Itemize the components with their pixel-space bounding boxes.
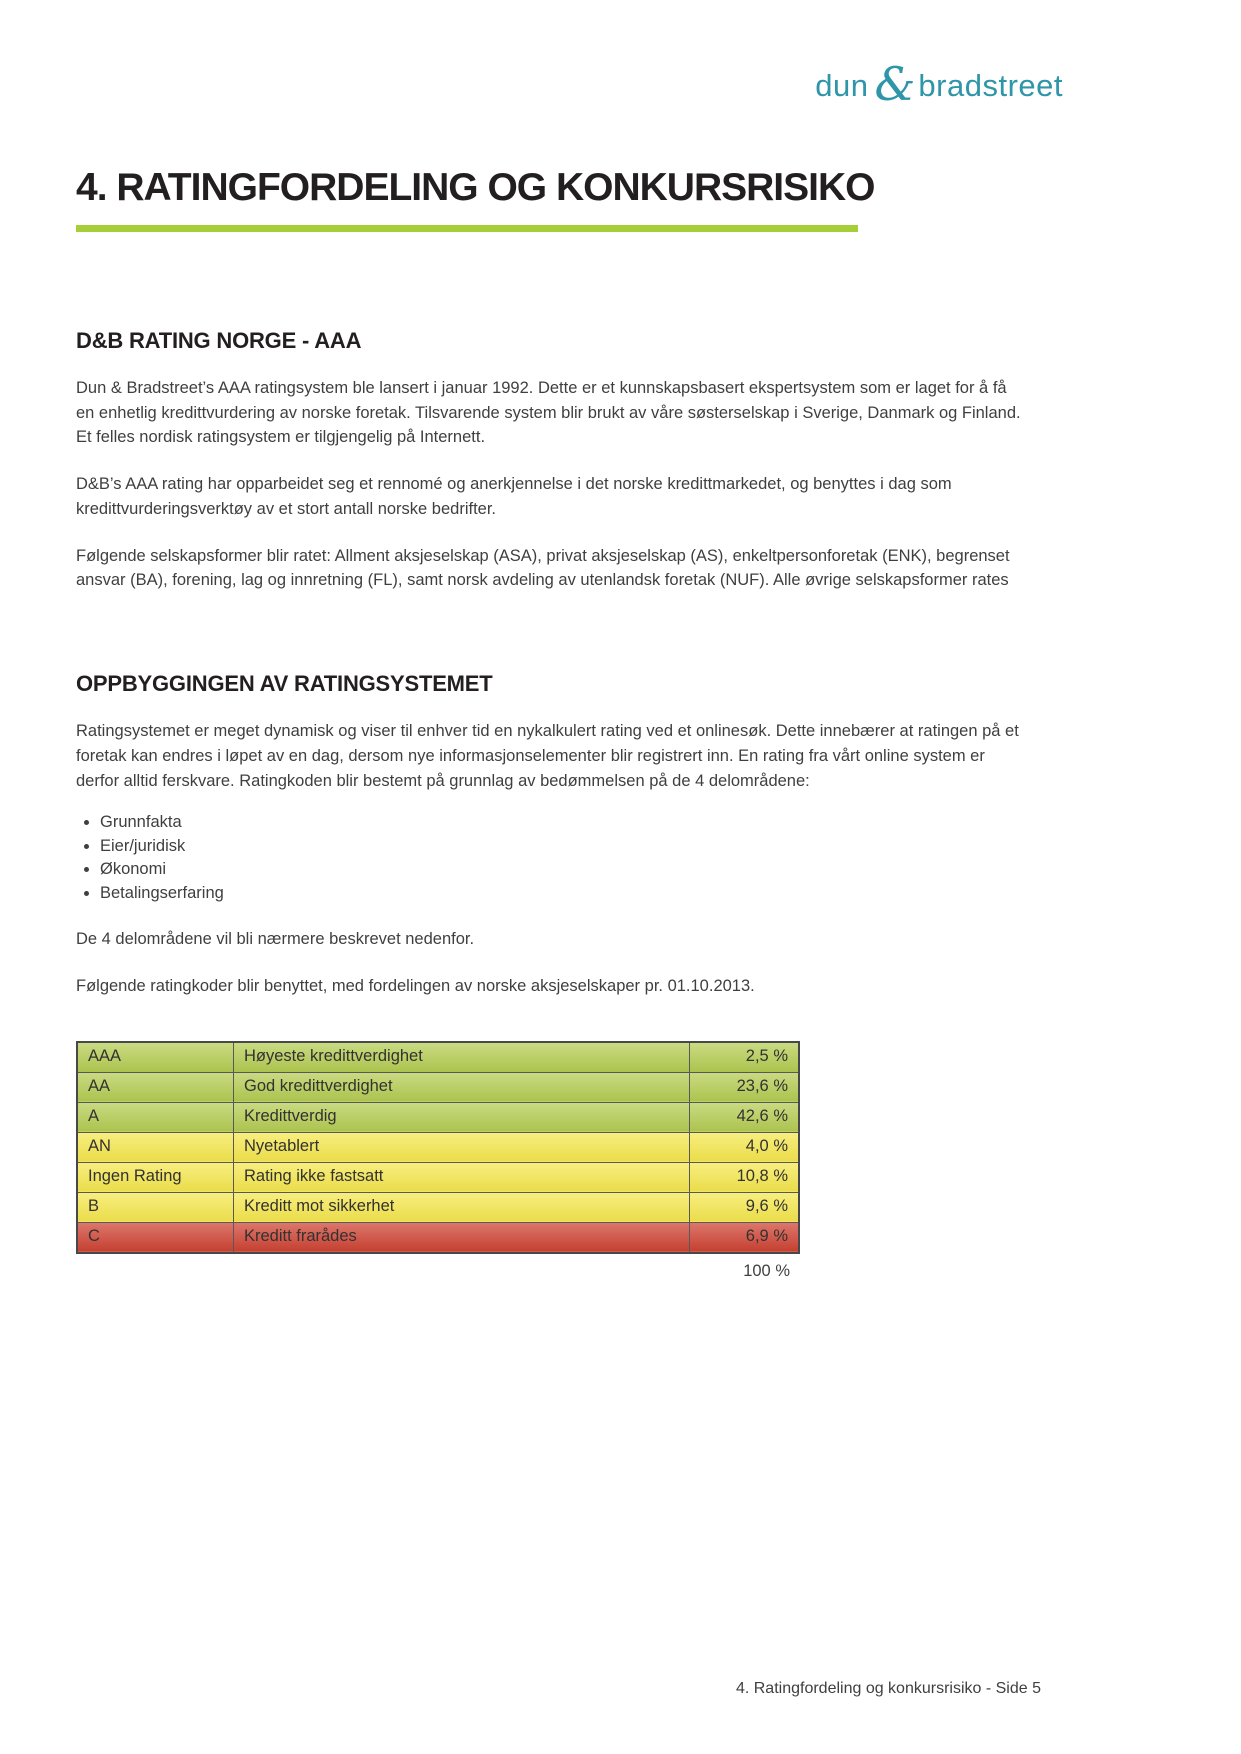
- table-total-percentage: 100 %: [743, 1261, 790, 1280]
- table-row: [77, 1192, 799, 1222]
- table-row: [77, 1102, 799, 1132]
- table-row: [77, 1042, 799, 1073]
- table-row: [77, 1162, 799, 1192]
- rating-description: Nyetablert: [233, 1132, 689, 1162]
- section-oppbyggingen: [76, 671, 1041, 998]
- list-item: • Betalingserfaring: [100, 882, 1041, 905]
- rating-percentage: 4,0 %: [689, 1132, 799, 1162]
- list-item: • Økonomi: [100, 858, 1041, 881]
- list-item: • Eier/juridisk: [100, 835, 1041, 858]
- rating-percentage: 42,6 %: [689, 1102, 799, 1132]
- page-content: [76, 0, 1041, 1281]
- section-heading: D&B RATING NORGE - AAA: [76, 327, 362, 353]
- rating-description: Kreditt frarådes: [233, 1222, 689, 1253]
- rating-distribution-table: [76, 1041, 800, 1254]
- title-accent-rule: [76, 225, 858, 232]
- logo-text-bradstreet: bradstreet: [918, 68, 1063, 103]
- rating-code: AAA: [77, 1042, 233, 1073]
- paragraph: Ratingsystemet er meget dynamisk og viser til enhver tid en nykalkulert rating ved et onlinesøk. Dette innebærer at ratingen på et foretak kan endres i løpet av en dag, dersom nye informasjonselementer blir registrert inn. En rating fra vårt online system er derfor alltid ferskvare. Ratingkoden blir bestemt på grunnlag av bedømmelsen på de 4 delområdene:: [76, 722, 1019, 790]
- rating-code: B: [77, 1192, 233, 1222]
- rating-code: C: [77, 1222, 233, 1253]
- rating-description: Kreditt mot sikkerhet: [233, 1192, 689, 1222]
- rating-description: Høyeste kredittverdighet: [233, 1042, 689, 1073]
- paragraph: Dun & Bradstreet’s AAA ratingsystem ble lansert i januar 1992. Dette er et kunnskapsbasert ekspertsystem som er laget for å få en enhetlig kredittvurdering av norske foretak. Tilsvarende system blir brukt av våre søsterselskap i Sverige, Danmark og Finland. Et felles nordisk ratingsystem er tilgjengelig på Internett.: [76, 378, 1021, 447]
- page-title: 4. RATINGFORDELING OG KONKURSRISIKO: [76, 166, 875, 209]
- rating-percentage: 23,6 %: [689, 1072, 799, 1102]
- rating-description: God kredittverdighet: [233, 1072, 689, 1102]
- page-footer: 4. Ratingfordeling og konkursrisiko - Side 5: [735, 1680, 1041, 1697]
- logo-text-dun: dun: [815, 68, 869, 103]
- rating-percentage: 6,9 %: [689, 1222, 799, 1253]
- rating-percentage: 9,6 %: [689, 1192, 799, 1222]
- rating-code: AA: [77, 1072, 233, 1102]
- paragraph: Følgende selskapsformer blir ratet: Allment aksjeselskap (ASA), privat aksjeselskap (AS), enkeltpersonforetak (ENK), begrenset ansvar (BA), forening, lag og innretning (FL), samt norsk avdeling av utenlandsk foretak (NUF). Alle øvrige selskapsformer rates: [76, 546, 1010, 590]
- list-item: • Grunnfakta: [100, 811, 1041, 834]
- table-row: [77, 1222, 799, 1253]
- paragraph: De 4 delområdene vil bli nærmere beskrevet nedenfor.: [76, 930, 475, 949]
- rating-area-bullet-list: [76, 811, 1041, 905]
- table-row: [77, 1072, 799, 1102]
- rating-percentage: 10,8 %: [689, 1162, 799, 1192]
- section-heading: OPPBYGGINGEN AV RATINGSYSTEMET: [76, 671, 493, 697]
- paragraph: D&B’s AAA rating har opparbeidet seg et rennomé og anerkjennelse i det norske kredittmarkedet, og benyttes i dag som kredittvurderingsverktøy av et stort antall norske bedrifter.: [76, 475, 952, 518]
- rating-code: AN: [77, 1132, 233, 1162]
- section-db-rating-norge: [76, 328, 1041, 593]
- rating-code: Ingen Rating: [77, 1162, 233, 1192]
- rating-code: A: [77, 1102, 233, 1132]
- rating-description: Kredittverdig: [233, 1102, 689, 1132]
- rating-description: Rating ikke fastsatt: [233, 1162, 689, 1192]
- rating-percentage: 2,5 %: [689, 1042, 799, 1073]
- table-row: [77, 1132, 799, 1162]
- paragraph: Følgende ratingkoder blir benyttet, med fordelingen av norske aksjeselskaper pr. 01.10.2013.: [76, 976, 755, 995]
- dun-bradstreet-logo: dun & bradstreet: [815, 57, 1063, 111]
